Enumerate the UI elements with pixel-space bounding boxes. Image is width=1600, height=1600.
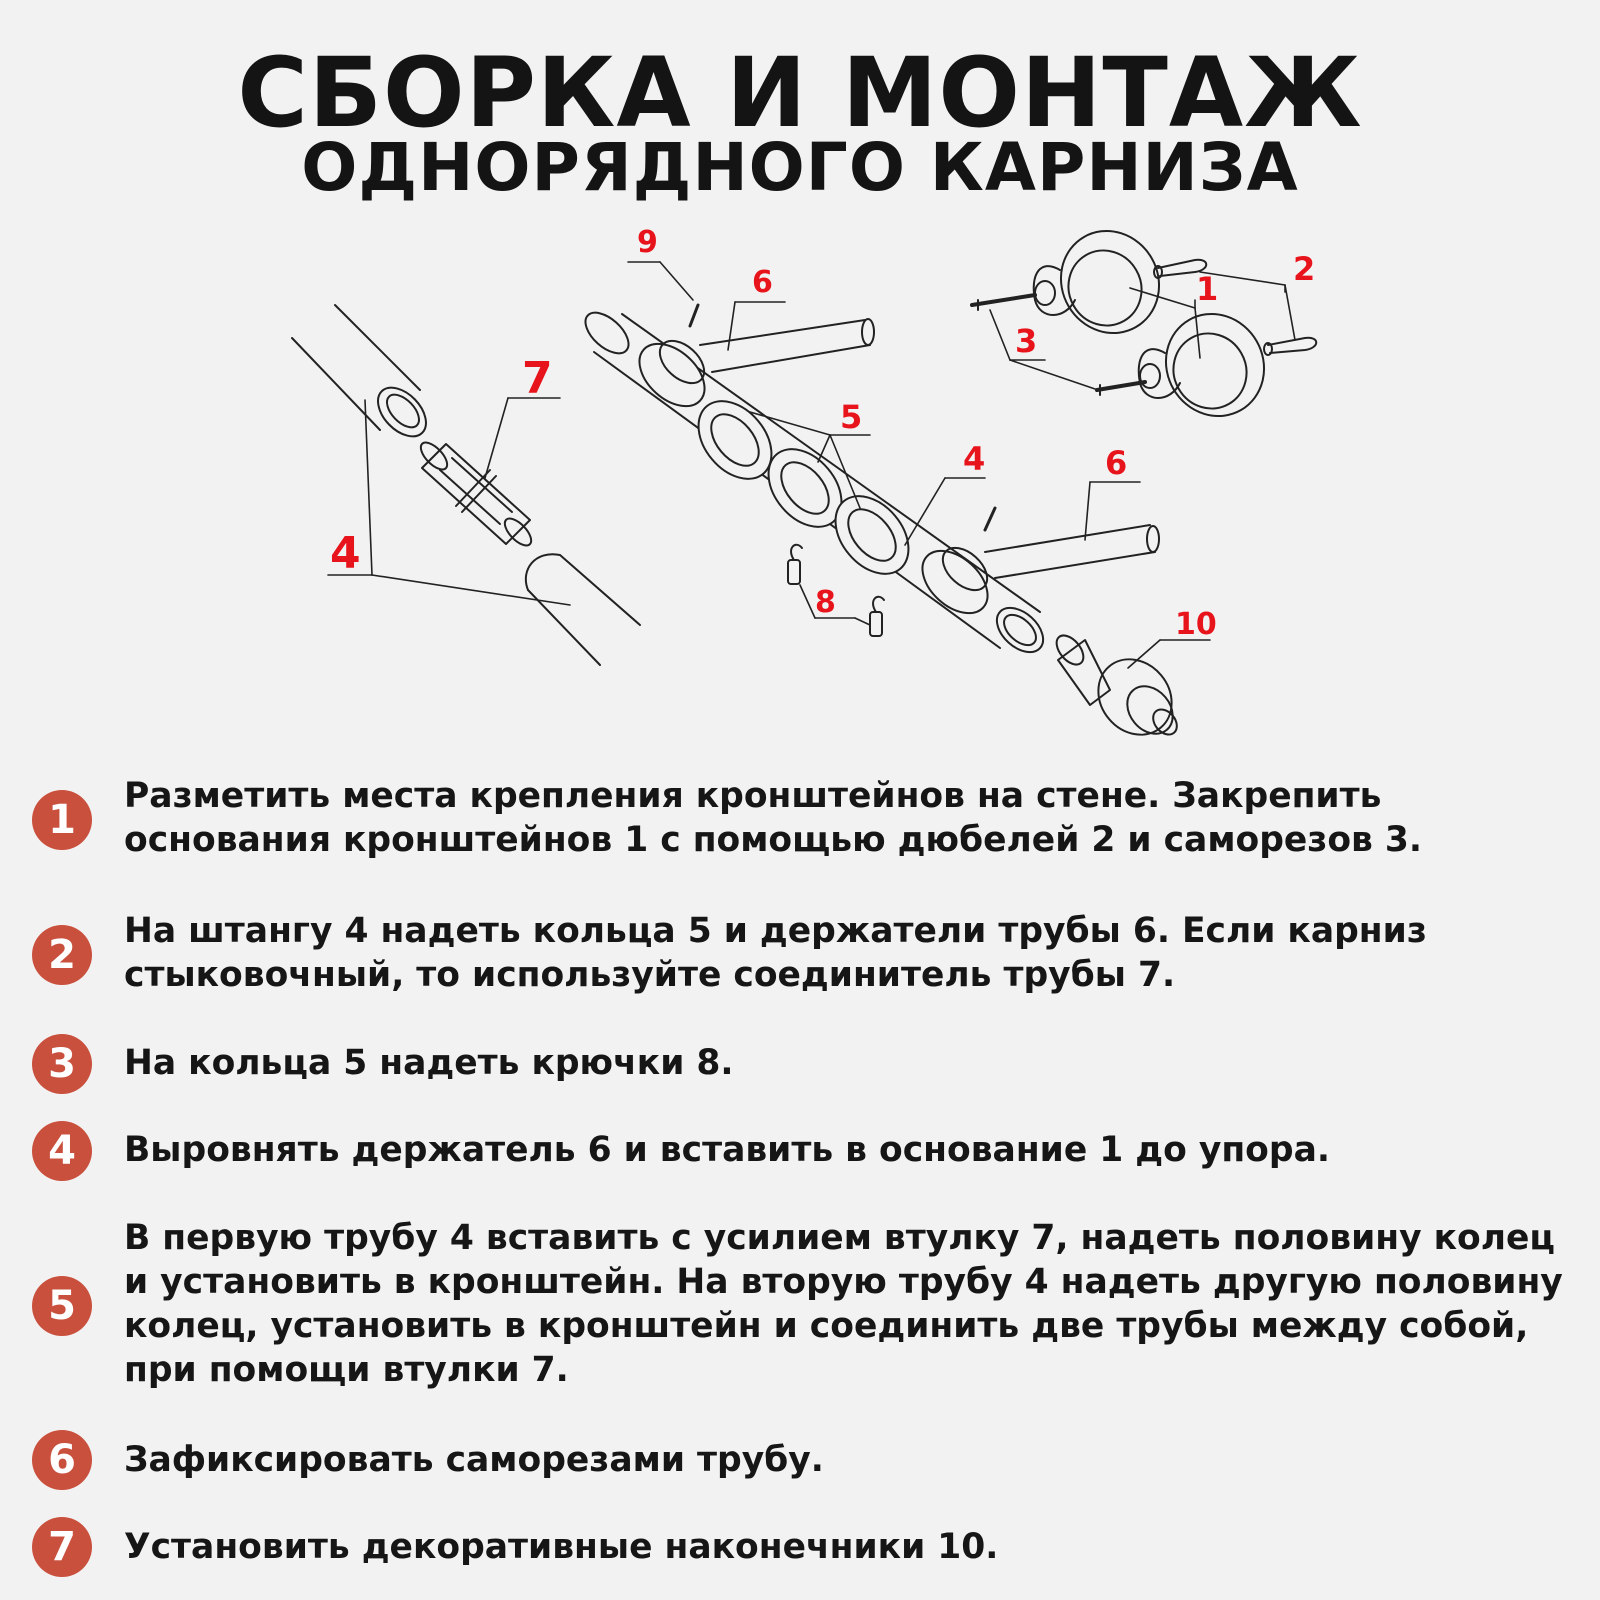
callout-2: 2	[1293, 250, 1316, 288]
decorative-finial	[1051, 631, 1186, 750]
callout-6-bottom: 6	[1105, 444, 1128, 482]
callout-9: 9	[637, 225, 658, 260]
step-text: Выровнять держатель 6 и вставить в основание 1 до упора.	[124, 1130, 1330, 1170]
wall-bracket-upper	[972, 215, 1206, 351]
step-number-badge: 4	[32, 1121, 92, 1181]
callout-6-top: 6	[752, 265, 773, 300]
step-text: На штангу 4 надеть кольца 5 и держатели трубы 6. Если карниз стыковочный, то используйте соединитель трубы 7.	[124, 911, 1427, 995]
step-number-badge: 2	[32, 925, 92, 985]
page-subtitle: ОДНОРЯДНОГО КАРНИЗА	[301, 129, 1299, 206]
step-text: Установить декоративные наконечники 10.	[124, 1527, 999, 1567]
page-title: СБОРКА И МОНТАЖ	[237, 37, 1363, 149]
callout-3: 3	[1015, 322, 1038, 360]
step-text: На кольца 5 надеть крючки 8.	[124, 1043, 734, 1083]
callout-10: 10	[1175, 607, 1217, 642]
step-number-badge: 7	[32, 1517, 92, 1577]
pipe-connector-sleeve	[416, 438, 535, 550]
assembly-diagram	[0, 215, 1600, 760]
callout-1: 1	[1196, 270, 1219, 308]
curtain-rings	[684, 387, 924, 588]
step-text: Зафиксировать саморезами трубу.	[124, 1440, 824, 1480]
callout-7: 7	[522, 353, 553, 404]
left-pipe-lower	[526, 554, 640, 665]
step-number-badge: 1	[32, 790, 92, 850]
callout-5: 5	[840, 398, 863, 436]
step-text: Разметить места крепления кронштейнов на стене. Закрепить основания кронштейнов 1 с помощью дюбелей 2 и саморезов 3.	[124, 776, 1423, 860]
callout-4-center: 4	[963, 440, 986, 478]
step-number-badge: 3	[32, 1034, 92, 1094]
left-pipe-upper	[292, 305, 435, 445]
step-number-badge: 5	[32, 1276, 92, 1336]
step-number-badge: 6	[32, 1430, 92, 1490]
callout-4-left: 4	[330, 528, 361, 579]
step-text: В первую трубу 4 вставить с усилием втулку 7, надеть половину колец и установить в кронштейн. На вторую трубу 4 надеть другую половину колец, установить в кронштейн и соединить две трубы между собой, при помощи втулки 7.	[124, 1218, 1563, 1390]
callout-8: 8	[815, 585, 836, 620]
